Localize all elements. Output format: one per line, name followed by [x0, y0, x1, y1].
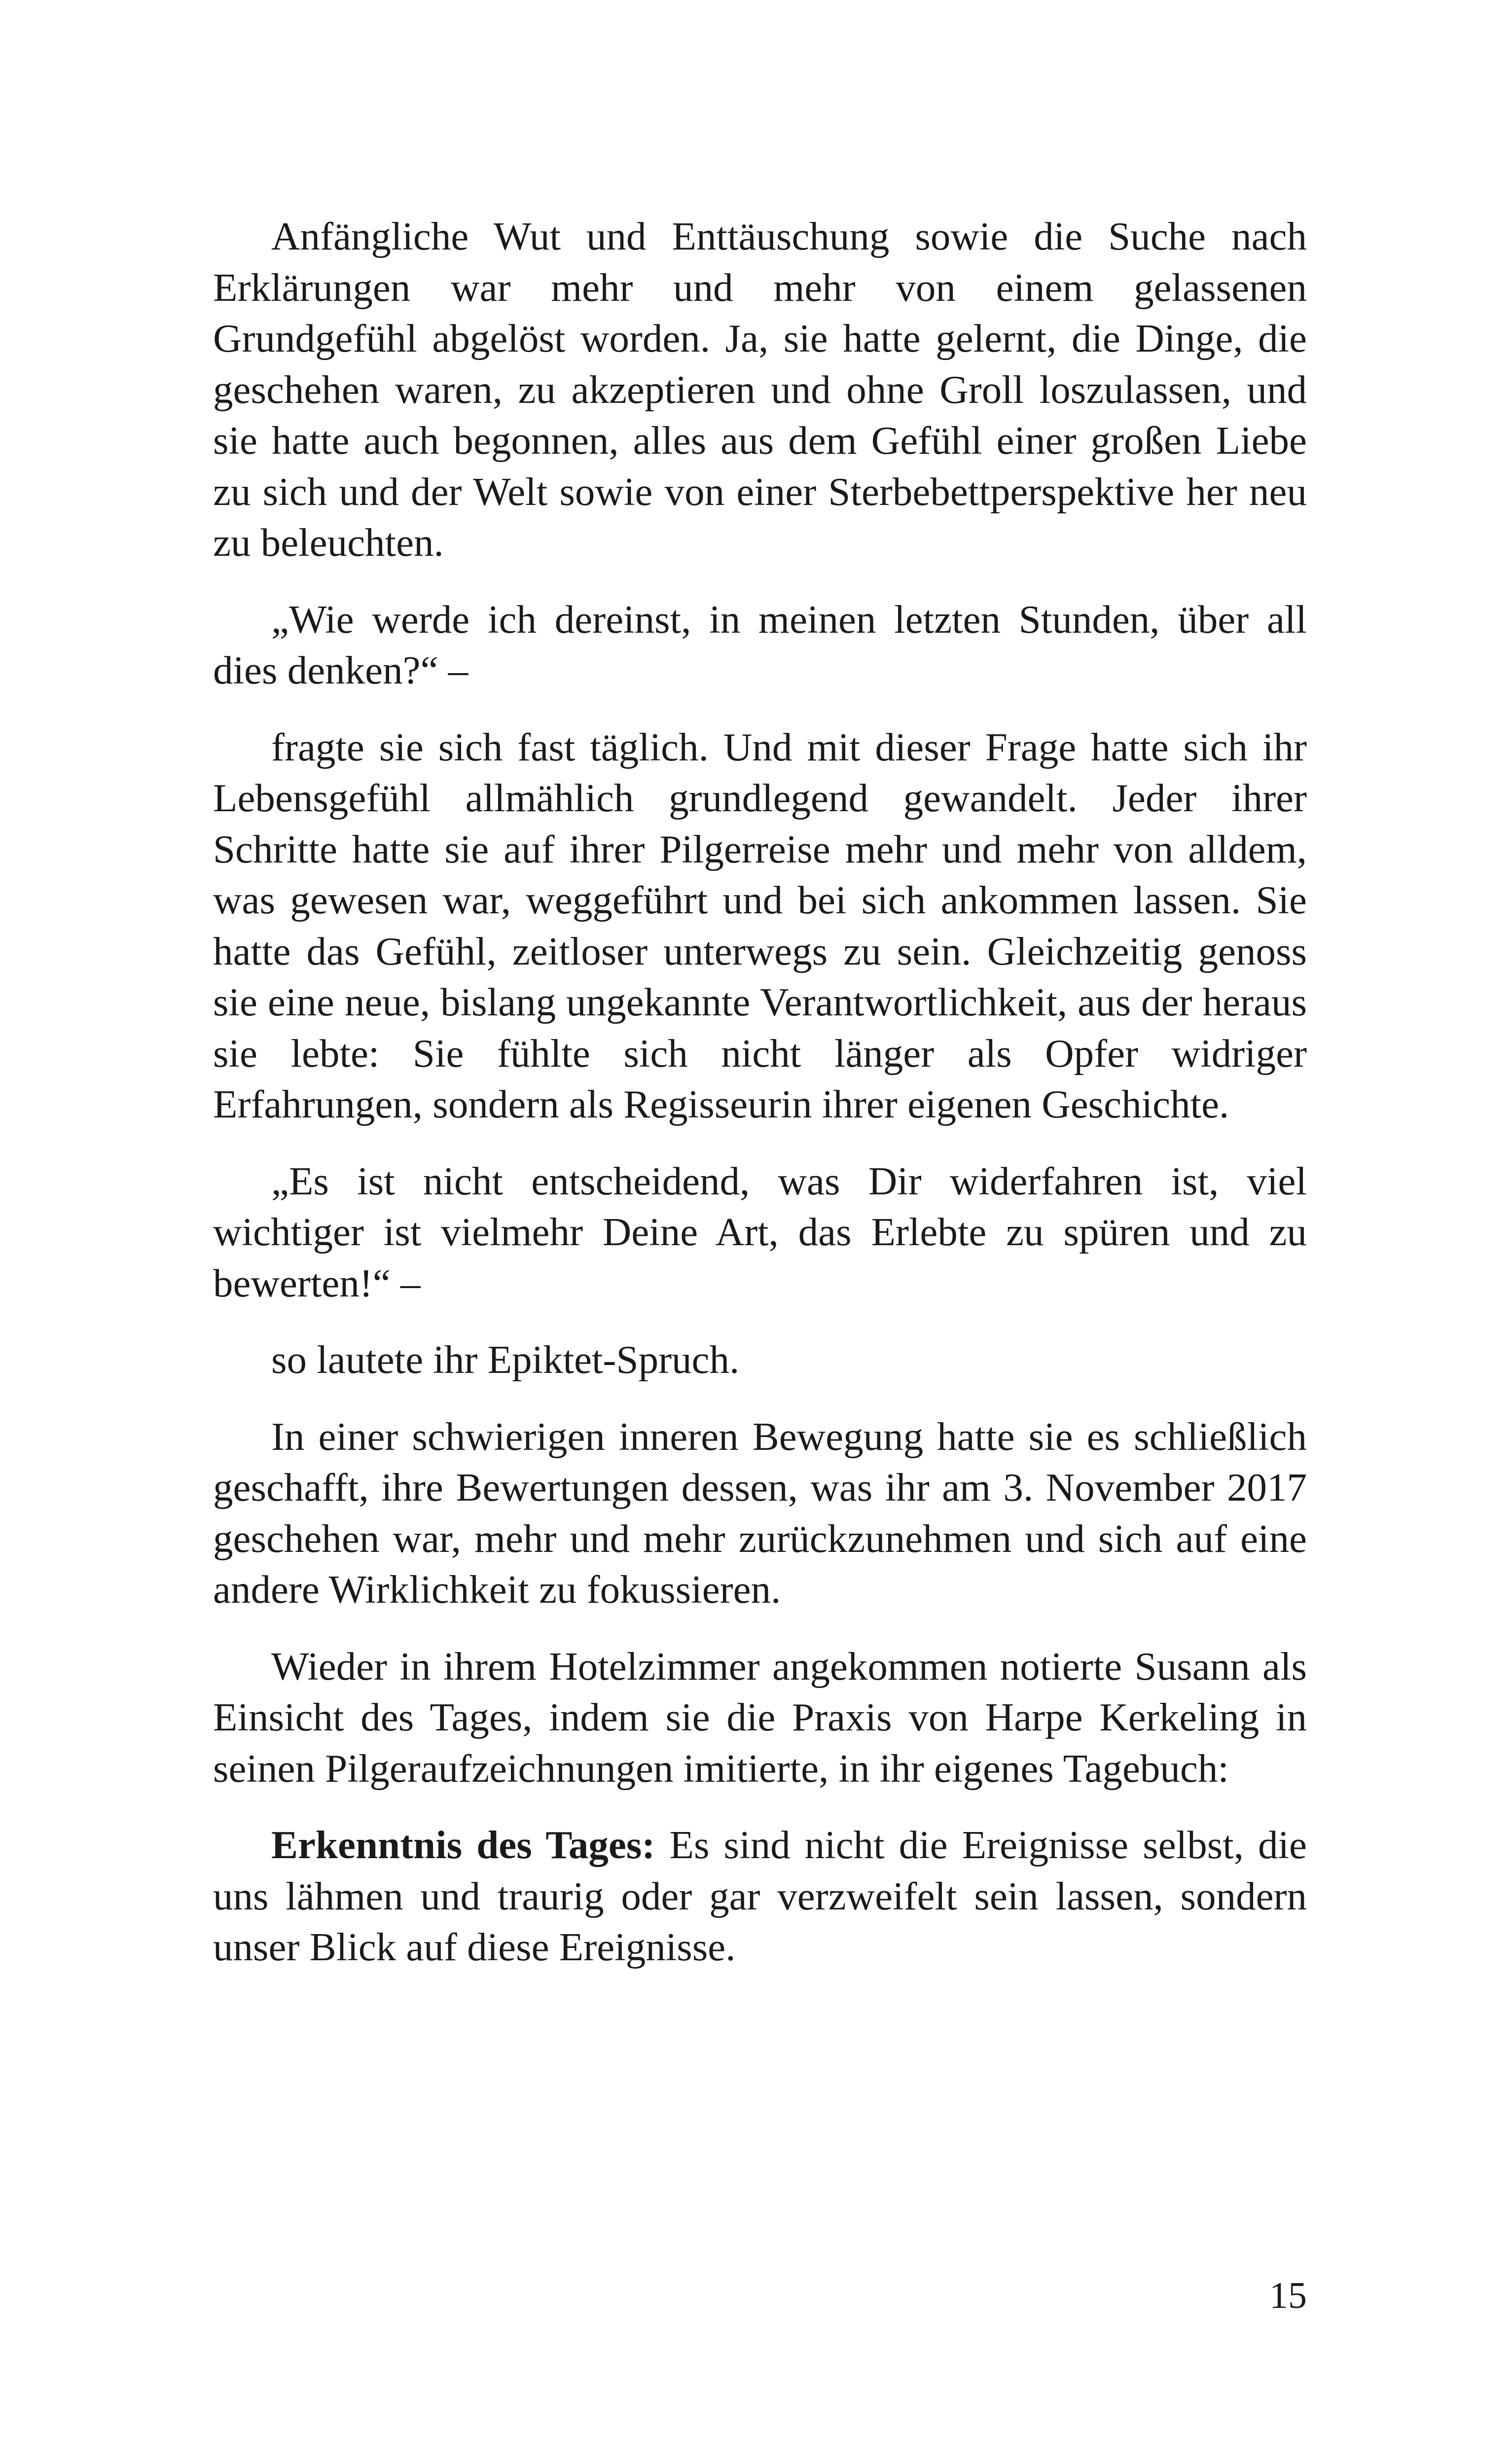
insight-label: Erkenntnis des Tages:: [271, 1823, 655, 1867]
paragraph-3: so lautete ihr Epiktet-Spruch.: [271, 1337, 740, 1382]
paragraph-1: Anfängliche Wut und Enttäuschung sowie die Suche nach Erklärungen war mehr und mehr von einem gelassenen Grundgefühl abgelöst worden. Ja, sie hatte gelernt, die Dinge, die geschehen waren, zu akzeptieren und ohne Groll loszulassen, und sie hatte auch begonnen, alles aus dem Gefühl einer großen Liebe zu sich und der Welt sowie von einer Sterbebettperspektive her neu zu beleuchten.: [213, 214, 1307, 565]
quote-2: „Es ist nicht entscheidend, was Dir widerfahren ist, viel wichtiger ist vielmehr Deine Art, das Erlebte zu spüren und zu bewerten!“ –: [213, 1158, 1307, 1305]
paragraph-5: Wieder in ihrem Hotelzimmer angekommen notierte Susann als Einsicht des Tages, indem sie die Praxis von Harpe Kerkeling in seinen Pilgeraufzeichnungen imitierte, in ihr eigenes Tagebuch:: [213, 1644, 1307, 1791]
paragraph-2: fragte sie sich fast täglich. Und mit dieser Frage hatte sich ihr Lebensgefühl allmählich grundlegend gewandelt. Jeder ihrer Schritte hatte sie auf ihrer Pilgerreise mehr und mehr von alldem, was gewesen war, weggeführt und bei sich ankommen lassen. Sie hatte das Gefühl, zeitloser unterwegs zu sein. Gleichzeitig genoss sie eine neue, bislang ungekannte Verantwortlichkeit, aus der heraus sie lebte: Sie fühlte sich nicht länger als Opfer widriger Erfahrungen, sondern als Regisseurin ihrer eigenen Geschichte.: [213, 724, 1307, 1126]
page-number: 15: [1269, 2275, 1307, 2316]
body-text: [213, 211, 1307, 1999]
insight-text: Es sind nicht die Ereignisse selbst, die uns lähmen und traurig oder gar verzweifelt sein lassen, sondern unser Blick auf diese Ereignisse.: [213, 1823, 1307, 1969]
paragraph-4: In einer schwierigen inneren Bewegung hatte sie es schließlich geschafft, ihre Bewertungen dessen, was ihr am 3. November 2017 geschehen war, mehr und mehr zurückzunehmen und sich auf eine andere Wirklichkeit zu fokussieren.: [213, 1414, 1307, 1612]
quote-1: „Wie werde ich dereinst, in meinen letzten Stunden, über all dies denken?“ –: [213, 597, 1307, 692]
insight-paragraph: [213, 1820, 1307, 1973]
